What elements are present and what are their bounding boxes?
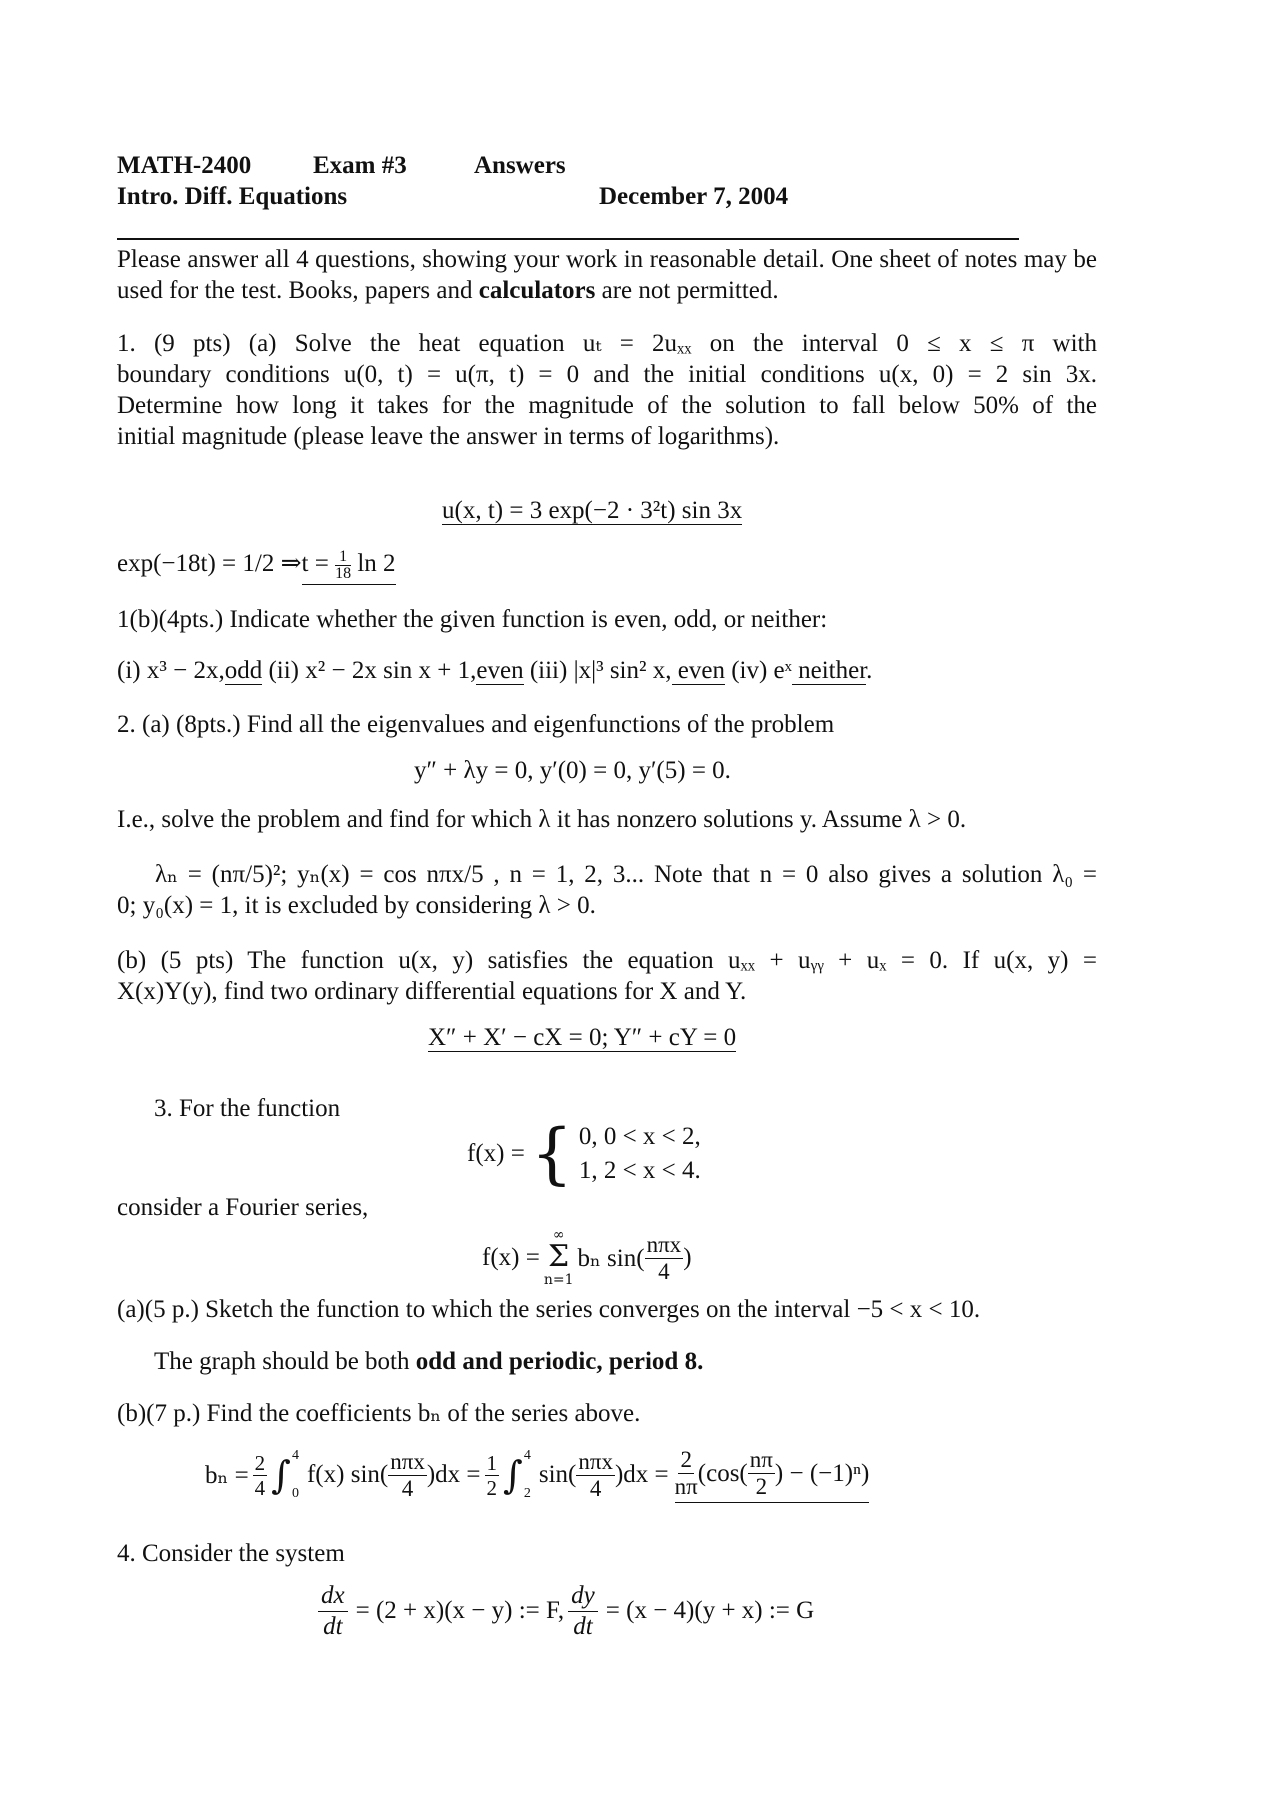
- exam-date: December 7, 2004: [599, 183, 789, 210]
- q2a-answer: λₙ = (nπ/5)²; yₙ(x) = cos nπx/5 , n = 1, 2, 3... Note that n = 0 also gives a solution λ₀ = 0; y₀(x) = 1, it is excluded by considering λ > 0.: [117, 861, 1097, 919]
- q3-consider: consider a Fourier series,: [117, 1194, 369, 1221]
- exam-number: Exam #3: [313, 152, 407, 179]
- instructions: Please answer all 4 questions, showing your work in reasonable detail. One sheet of notes may be used for the test. Books, papers and calculators are not permitted.: [117, 246, 1097, 304]
- q2a-prompt: 2. (a) (8pts.) Find all the eigenvalues and eigenfunctions of the problem: [117, 711, 835, 738]
- q2a-equation: y″ + λy = 0, y′(0) = 0, y′(5) = 0.: [414, 757, 731, 784]
- q4-system: $\frac{dx}{dt}$ = (2 + x)(x − y) := F, $\frac{dy}{dt}$ = (x − 4)(y + x) := G: [318, 1576, 814, 1646]
- q4-intro: 4. Consider the system: [117, 1540, 345, 1567]
- q3a-prompt: (a)(5 p.) Sketch the function to which the series converges on the interval −5 < x < 10.: [117, 1296, 981, 1323]
- q1b-iii-answer: even: [671, 657, 725, 684]
- q1b-ii-answer: even: [476, 657, 524, 684]
- q1b-iv-answer: neither: [791, 657, 867, 684]
- q2b-prompt: (b) (5 pts) The function u(x, y) satisfies the equation uₓₓ + uᵧᵧ + uₓ = 0. If u(x, y) = X(x)Y(y), find two ordinary differential equations for X and Y.: [117, 947, 1097, 1005]
- course-title: Intro. Diff. Equations: [117, 183, 348, 210]
- header-rule: [117, 238, 1019, 240]
- q1b-prompt: 1(b)(4pts.) Indicate whether the given function is even, odd, or neither:: [117, 606, 828, 633]
- q1b-answers: (i) x³ − 2x,odd (ii) x² − 2x sin x + 1,even (iii) |x|³ sin² x, even (iv) eˣ neither.: [117, 657, 873, 684]
- q3b-prompt: (b)(7 p.) Find the coefficients bₙ of the series above.: [117, 1400, 641, 1427]
- q1-prompt: 1. (9 pts) (a) Solve the heat equation uₜ = 2uₓₓ on the interval 0 ≤ x ≤ π with boundary conditions u(0, t) = u(π, t) = 0 and the initial conditions u(x, 0) = 2 sin 3x. Determine how long it takes for the magnitude of the solution to fall below 50% of the initial magnitude (please leave the answer in terms of logarithms).: [117, 330, 1097, 450]
- q2a-ie: I.e., solve the problem and find for which λ it has nonzero solutions y. Assume λ > 0.: [117, 806, 967, 833]
- q3-intro: 3. For the function: [154, 1095, 341, 1122]
- q1a-answer-t: exp(−18t) = 1/2 ⇒t = $\frac{1}{18}$ ln 2: [117, 548, 396, 585]
- answers-label: Answers: [474, 152, 566, 179]
- course-code: MATH-2400: [117, 152, 252, 179]
- q3-series: f(x) = ∞ Σ n=1 bₙ sin( nπx 4 ): [482, 1227, 692, 1288]
- q3-piecewise: f(x) = { 0, 0 < x < 2, 1, 2 < x < 4.: [467, 1115, 701, 1192]
- q3b-answer: bₙ = $\frac{2}{4}$ ∫ 4 0 f(x) sin( nπx 4 )dx = $\frac{1}{2}$ ∫ 4 2 sin( nπx 4 )dx = 2 nπ (cos( nπ 2 ) − (−1)ⁿ): [205, 1447, 870, 1501]
- q2b-answer: X″ + X′ − cX = 0; Y″ + cY = 0: [428, 1024, 737, 1051]
- q1a-answer-u: u(x, t) = 3 exp(−2 · 3²t) sin 3x: [442, 497, 743, 524]
- q3a-answer: The graph should be both odd and periodic, period 8.: [154, 1348, 704, 1375]
- brace-glyph: {: [530, 1115, 573, 1192]
- q1b-i-answer: odd: [224, 657, 263, 684]
